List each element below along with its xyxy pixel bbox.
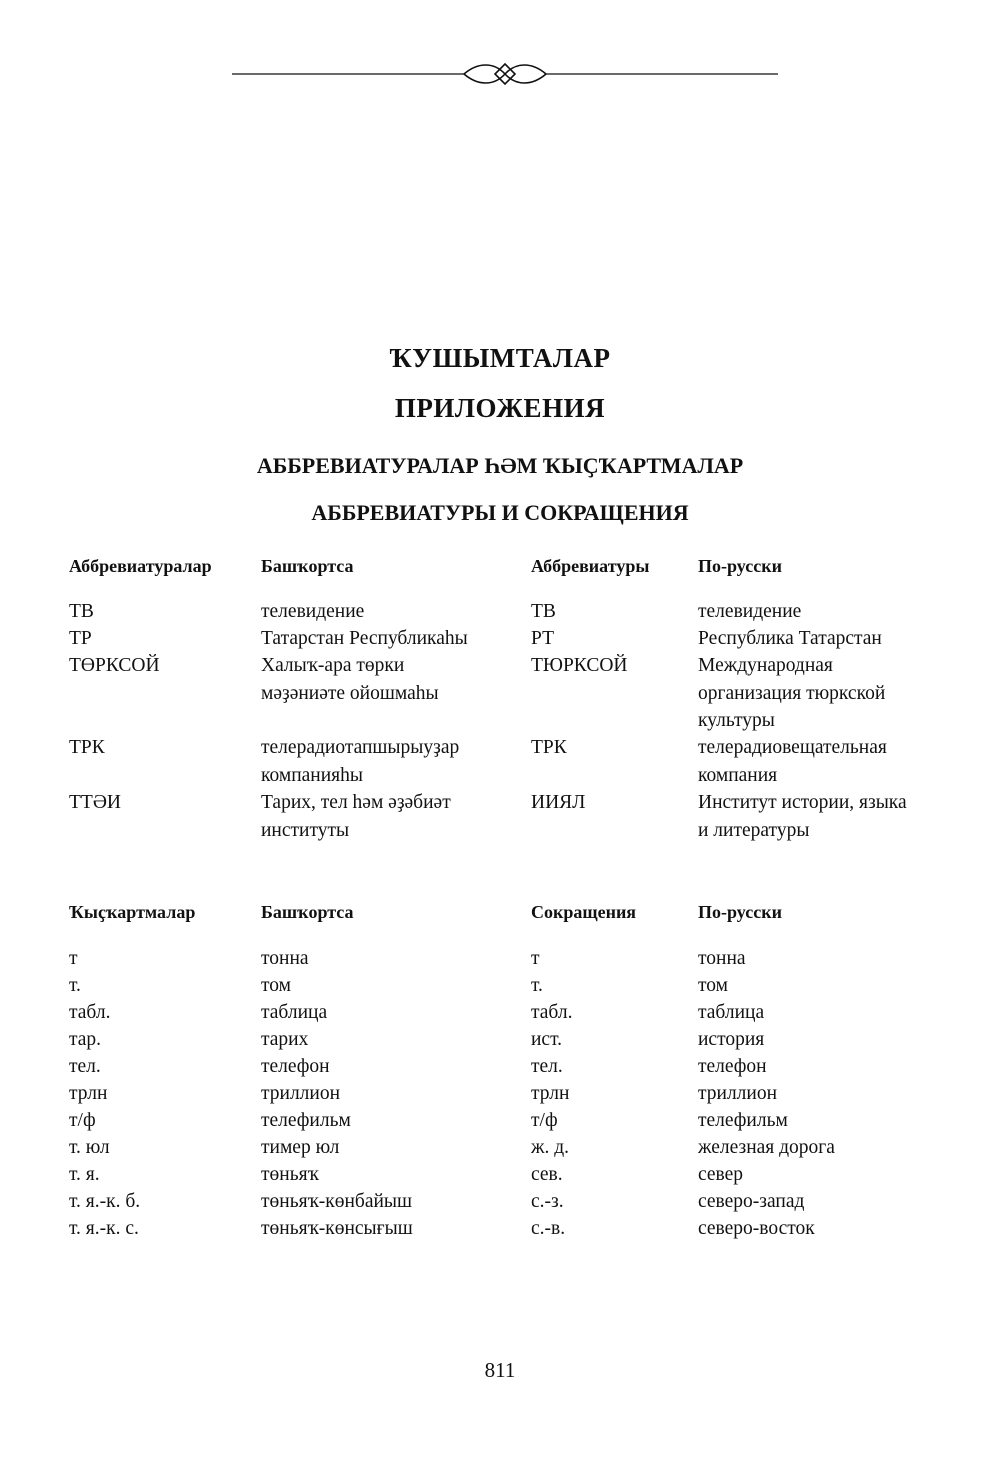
short-row-cell: тонна bbox=[698, 948, 746, 969]
short-row-cell: т. я.-к. с. bbox=[69, 1218, 139, 1239]
abbr-row-cell: РТ bbox=[531, 628, 554, 649]
short-header-col4: По-русски bbox=[698, 902, 782, 922]
abbr-header-col2: Башҡортса bbox=[261, 556, 354, 576]
short-row-cell: төньяҡ-көнсығыш bbox=[261, 1218, 413, 1239]
short-row-cell: трлн bbox=[531, 1083, 570, 1104]
short-row-cell: том bbox=[698, 975, 728, 996]
short-row-cell: ист. bbox=[531, 1029, 563, 1050]
short-row-cell: телефильм bbox=[698, 1110, 788, 1131]
short-row-cell: телефильм bbox=[261, 1110, 351, 1131]
short-row-cell: тел. bbox=[531, 1056, 563, 1077]
short-row-cell: ж. д. bbox=[531, 1137, 570, 1158]
short-row-cell: сев. bbox=[531, 1164, 563, 1185]
abbr-row-cell: ТРК bbox=[531, 737, 567, 758]
short-row-cell: триллион bbox=[698, 1083, 778, 1104]
abbr-row-cell: ТВ bbox=[69, 601, 94, 622]
short-row-cell: трлн bbox=[69, 1083, 108, 1104]
short-row-cell: телефон bbox=[261, 1056, 330, 1077]
title-bashkir: ҠУШЫМТАЛАР bbox=[389, 343, 611, 373]
abbr-row-cell: Халыҡ-ара төрки мәҙәниәте ойошмаһы bbox=[261, 655, 439, 704]
abbr-row-cell: ИИЯЛ bbox=[531, 792, 586, 813]
abbr-header-col4: По-русски bbox=[698, 556, 782, 576]
abbr-row-cell: телерадиотапшырыуҙар компанияһы bbox=[261, 737, 460, 786]
abbr-row-cell: телерадиовещательная компания bbox=[698, 737, 887, 786]
short-row-cell: история bbox=[698, 1029, 765, 1050]
short-row-cell: железная дорога bbox=[698, 1137, 835, 1158]
short-row-cell: т. я. bbox=[69, 1164, 100, 1185]
short-row-cell: тарих bbox=[261, 1029, 309, 1050]
short-row-cell: триллион bbox=[261, 1083, 341, 1104]
abbr-row-cell: ТВ bbox=[531, 601, 556, 622]
short-row-cell: северо-запад bbox=[698, 1191, 805, 1212]
abbr-row-cell: ТРК bbox=[69, 737, 105, 758]
short-row-cell: тел. bbox=[69, 1056, 101, 1077]
abbr-row-cell: ТТӘИ bbox=[69, 792, 121, 813]
short-row-cell: табл. bbox=[531, 1002, 573, 1023]
short-header-col1: Ҡыҫҡартмалар bbox=[69, 902, 196, 922]
page-number: 811 bbox=[484, 1358, 516, 1382]
abbr-row-cell: телевидение bbox=[261, 601, 365, 622]
abbr-row-cell: Тарих, тел һәм әҙәбиәт институты bbox=[261, 792, 451, 841]
subtitle-bashkir: АББРЕВИАТУРАЛАР ҺӘМ ҠЫҪҠАРТМАЛАР bbox=[256, 453, 744, 478]
abbr-row-cell: Международная организация тюркской культуры bbox=[698, 655, 886, 731]
short-row-cell: таблица bbox=[261, 1002, 328, 1023]
short-row-cell: т. bbox=[69, 975, 81, 996]
abbr-row-cell: Республика Татарстан bbox=[698, 628, 882, 649]
short-row-cell: том bbox=[261, 975, 291, 996]
short-row-cell: төньяҡ bbox=[261, 1164, 319, 1185]
abbr-row-cell: ТР bbox=[69, 628, 92, 649]
short-row-cell: т. юл bbox=[69, 1137, 110, 1158]
abbr-row-cell: Институт истории, языка и литературы bbox=[698, 792, 907, 841]
short-row-cell: таблица bbox=[698, 1002, 765, 1023]
short-row-cell: тонна bbox=[261, 948, 309, 969]
short-row-cell: табл. bbox=[69, 1002, 111, 1023]
abbr-row-cell: ТӨРКСОЙ bbox=[69, 655, 160, 676]
short-row-cell: т bbox=[531, 948, 540, 969]
abbr-row-cell: ТЮРКСОЙ bbox=[531, 655, 628, 676]
short-row-cell: т. я.-к. б. bbox=[69, 1191, 141, 1212]
short-row-cell: т. bbox=[531, 975, 543, 996]
short-row-cell: тар. bbox=[69, 1029, 102, 1050]
header-ornament bbox=[232, 60, 778, 88]
abbr-row-cell: Татарстан Республикаһы bbox=[261, 628, 468, 649]
short-row-cell: т/ф bbox=[69, 1110, 96, 1131]
abbr-header-col3: Аббревиатуры bbox=[531, 556, 650, 576]
short-row-cell: с.-з. bbox=[531, 1191, 564, 1212]
short-row-cell: төньяҡ-көнбайыш bbox=[261, 1191, 413, 1212]
short-row-cell: т/ф bbox=[531, 1110, 558, 1131]
short-row-cell: северо-восток bbox=[698, 1218, 815, 1239]
short-row-cell: север bbox=[698, 1164, 744, 1185]
short-row-cell: т bbox=[69, 948, 78, 969]
abbr-row-cell: телевидение bbox=[698, 601, 802, 622]
short-row-cell: с.-в. bbox=[531, 1218, 566, 1239]
title-russian: ПРИЛОЖЕНИЯ bbox=[394, 393, 606, 423]
short-row-cell: тимер юл bbox=[261, 1137, 340, 1158]
short-header-col3: Сокращения bbox=[531, 902, 637, 922]
short-row-cell: телефон bbox=[698, 1056, 767, 1077]
short-header-col2: Башҡортса bbox=[261, 902, 354, 922]
subtitle-russian: АББРЕВИАТУРЫ И СОКРАЩЕНИЯ bbox=[311, 500, 689, 525]
abbr-header-col1: Аббревиатуралар bbox=[69, 556, 212, 576]
